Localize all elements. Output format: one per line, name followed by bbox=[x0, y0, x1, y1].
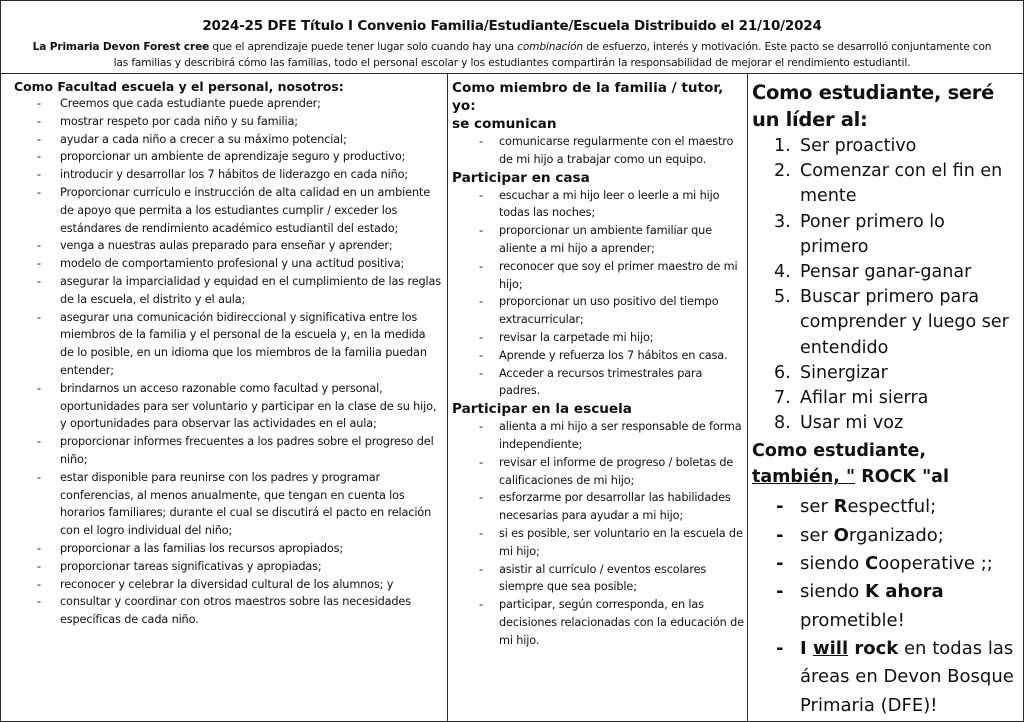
intro-paragraph bbox=[30, 39, 994, 71]
rock-list-item bbox=[752, 550, 1018, 578]
staff-list-item bbox=[14, 540, 442, 558]
family-list-item bbox=[452, 329, 744, 347]
list-item-text: Aprende y refuerza los 7 hábitos en casa. bbox=[499, 348, 728, 362]
staff-heading: Como Facultad escuela y el personal, nosotros: bbox=[14, 79, 344, 94]
staff-list-item bbox=[14, 148, 442, 166]
rock-letter: R bbox=[833, 496, 848, 518]
table-top-border bbox=[0, 73, 1024, 74]
dash-bullet: - bbox=[37, 470, 41, 484]
rock-post: prometible! bbox=[800, 609, 905, 631]
rock-post: espectful; bbox=[847, 496, 937, 518]
dash-bullet: - bbox=[37, 239, 41, 253]
rock-letter: C bbox=[865, 553, 879, 575]
family-list-item bbox=[452, 222, 744, 258]
student-column bbox=[752, 79, 1018, 720]
staff-list-item bbox=[14, 273, 442, 309]
habit-text: Comenzar con el fin en mente bbox=[800, 161, 1003, 207]
rock-heading bbox=[752, 438, 1018, 490]
staff-list-item bbox=[14, 237, 442, 255]
dash-bullet: - bbox=[37, 132, 41, 146]
family-list-item bbox=[452, 489, 744, 525]
family-list-item bbox=[452, 347, 744, 365]
habit-text: Afilar mi sierra bbox=[800, 388, 929, 409]
habit-number: 7. bbox=[774, 388, 791, 409]
dash-bullet: - bbox=[37, 381, 41, 395]
rock-letter: K ahora bbox=[865, 581, 944, 603]
rock-list-item bbox=[752, 522, 1018, 550]
rock-pre: siendo bbox=[800, 581, 866, 603]
list-item-text: consultar y coordinar con otros maestros sobre las necesidades específicas de cada niño. bbox=[60, 595, 411, 627]
list-item-text: Proporcionar currículo e instrucción de alta calidad en un ambiente de apoyo que permita a los estudiantes cumplir / exceder los estándares de rendimiento académico estudiantil del estado; bbox=[60, 185, 431, 235]
habit-number: 3. bbox=[774, 211, 791, 232]
list-item-text: proporcionar un ambiente de aprendizaje seguro y productivo; bbox=[60, 150, 406, 164]
intro-part2: de esfuerzo, interés y motivación. Este pacto se desarrolló conjuntamente con las familias y describirá cómo las familias, todo el personal escolar y los estudiantes compartirán la responsabilidad de mejorar el rendimiento estudiantil. bbox=[113, 41, 992, 69]
dash-bullet: - bbox=[776, 524, 784, 546]
habit-text: Ser proactivo bbox=[800, 136, 917, 156]
dash-bullet: - bbox=[479, 135, 483, 148]
intro-school: La Primaria Devon Forest cree bbox=[32, 41, 210, 53]
staff-list-item bbox=[14, 184, 442, 237]
rock-list-item bbox=[752, 493, 1018, 521]
list-item-text: ayudar a cada niño a crecer a su máximo potencial; bbox=[60, 132, 347, 146]
habit-list-item bbox=[752, 411, 1018, 436]
family-list-item bbox=[452, 293, 744, 329]
dash-bullet: - bbox=[479, 348, 483, 362]
list-item-text: esforzarme por desarrollar las habilidades necesarias para ayudar a mi hijo; bbox=[499, 491, 731, 523]
rock-pre: ser bbox=[800, 496, 834, 518]
rock-final-item bbox=[752, 635, 1018, 720]
habit-number: 2. bbox=[774, 161, 791, 182]
list-item-text: si es posible, ser voluntario en la escuela de mi hijo; bbox=[499, 526, 743, 558]
rock-post: rganizado; bbox=[848, 524, 944, 546]
dash-bullet: - bbox=[37, 577, 41, 591]
rock-final-text: en todas las áreas en Devon Bosque Primaria (DFE)! bbox=[800, 637, 1014, 716]
student-heading: Como estudiante, seré un líder al: bbox=[752, 81, 995, 131]
column-divider-1 bbox=[447, 73, 448, 722]
staff-list-item bbox=[14, 469, 442, 540]
staff-list-item bbox=[14, 95, 442, 113]
family-section-heading: se comunican bbox=[452, 116, 557, 132]
dash-bullet: - bbox=[479, 526, 483, 540]
list-item-text: proporcionar tareas significativas y apropiadas; bbox=[60, 559, 322, 573]
habit-number: 4. bbox=[774, 262, 791, 283]
dash-bullet: - bbox=[479, 420, 483, 434]
family-heading: Como miembro de la familia / tutor, yo: bbox=[452, 80, 724, 114]
habit-list-item bbox=[752, 134, 1018, 159]
habit-list-item bbox=[752, 386, 1018, 411]
habit-text: Poner primero lo primero bbox=[800, 211, 945, 257]
rock-pre: ser bbox=[800, 524, 834, 546]
dash-bullet: - bbox=[479, 491, 483, 505]
list-item-text: alienta a mi hijo a ser responsable de forma independiente; bbox=[499, 420, 742, 451]
dash-bullet: - bbox=[37, 185, 41, 199]
family-list-item bbox=[452, 187, 744, 223]
family-sections bbox=[452, 115, 744, 650]
list-item-text: introducir y desarrollar los 7 hábitos de liderazgo en cada niño; bbox=[60, 168, 409, 182]
dash-bullet: - bbox=[37, 97, 41, 110]
family-section-heading: Participar en la escuela bbox=[452, 401, 632, 418]
dash-bullet: - bbox=[479, 366, 483, 380]
staff-list-item bbox=[14, 558, 442, 576]
rock-final-underlined: will bbox=[812, 637, 849, 659]
staff-list-item bbox=[14, 309, 442, 380]
list-item-text: modelo de comportamiento profesional y una actitud positiva; bbox=[60, 257, 405, 271]
staff-column bbox=[14, 79, 442, 629]
habit-number: 1. bbox=[774, 136, 791, 156]
list-item-text: Acceder a recursos trimestrales para padres. bbox=[499, 366, 703, 398]
list-item-text: revisar la carpetade mi hijo; bbox=[499, 330, 654, 344]
dash-bullet: - bbox=[479, 562, 483, 576]
family-list-item bbox=[452, 258, 744, 294]
dash-bullet: - bbox=[37, 559, 41, 573]
list-item-text: asegurar la imparcialidad y equidad en el cumplimiento de las reglas de la escuela, el distrito y el aula; bbox=[60, 274, 442, 306]
dash-bullet: - bbox=[37, 541, 41, 555]
list-item-text: proporcionar un ambiente familiar que aliente a mi hijo a aprender; bbox=[499, 224, 712, 255]
staff-list-item bbox=[14, 131, 442, 149]
staff-list-item bbox=[14, 433, 442, 469]
dash-bullet: - bbox=[776, 637, 784, 659]
intro-part1: que el aprendizaje puede tener lugar solo cuando hay una bbox=[209, 41, 518, 53]
dash-bullet: - bbox=[37, 257, 41, 271]
rock-list bbox=[752, 493, 1018, 719]
habit-number: 8. bbox=[774, 413, 791, 434]
dash-bullet: - bbox=[479, 598, 483, 612]
staff-list-item bbox=[14, 380, 442, 433]
habit-list-item bbox=[752, 260, 1018, 285]
family-list-item bbox=[452, 454, 744, 490]
rock-final-bold1: I bbox=[800, 637, 813, 659]
list-item-text: reconocer y celebrar la diversidad cultural de los alumnos; y bbox=[60, 577, 394, 591]
dash-bullet: - bbox=[776, 581, 784, 603]
document-title: 2024-25 DFE Título I Convenio Familia/Estudiante/Escuela Distribuido el 21/10/2024 bbox=[202, 18, 822, 34]
list-item-text: estar disponible para reunirse con los padres y programar conferencias, al menos anualmente, que tengan en cuenta los horarios familiares; durante el cual se discutirá el pacto en relación con el logro individual del niño; bbox=[60, 470, 432, 538]
dash-bullet: - bbox=[37, 114, 41, 128]
dash-bullet: - bbox=[479, 330, 483, 344]
list-item-text: reconocer que soy el primer maestro de mi hijo; bbox=[499, 259, 738, 291]
dash-bullet: - bbox=[776, 553, 784, 575]
list-item-text: asegurar una comunicación bidireccional y significativa entre los miembros de la familia y el personal de la escuela y, en la medida de lo posible, en un idioma que los miembros de la familia puedan entender; bbox=[60, 310, 427, 377]
family-section-heading: Participar en casa bbox=[452, 169, 590, 186]
rock-heading-post: ROCK "al bbox=[855, 467, 949, 488]
habit-number: 6. bbox=[774, 362, 791, 383]
habit-text: Sinergizar bbox=[800, 362, 888, 383]
habit-list bbox=[752, 134, 1018, 436]
intro-emph: combinación bbox=[517, 41, 583, 53]
rock-heading-underlined: también, " bbox=[752, 467, 856, 488]
rock-post: ooperative ;; bbox=[878, 553, 993, 575]
family-section-list bbox=[452, 187, 744, 401]
dash-bullet: - bbox=[37, 168, 41, 182]
dash-bullet: - bbox=[37, 595, 41, 609]
list-item-text: participar, según corresponda, en las decisiones relacionadas con la educación de mi hijo. bbox=[499, 598, 744, 647]
habit-list-item bbox=[752, 285, 1018, 361]
list-item-text: proporcionar a las familias los recursos apropiados; bbox=[60, 541, 344, 555]
staff-list-item bbox=[14, 166, 442, 184]
dash-bullet: - bbox=[776, 496, 784, 518]
list-item-text: escuchar a mi hijo leer o leerle a mi hijo todas las noches; bbox=[499, 188, 720, 220]
family-list-item bbox=[452, 418, 744, 454]
list-item-text: mostrar respeto por cada niño y su familia; bbox=[60, 114, 298, 128]
dash-bullet: - bbox=[479, 455, 483, 469]
dash-bullet: - bbox=[479, 295, 483, 309]
list-item-text: asistir al currículo / eventos escolares siempre que sea posible; bbox=[499, 562, 707, 594]
column-divider-2 bbox=[747, 73, 748, 722]
staff-list-item bbox=[14, 593, 442, 629]
list-item-text: venga a nuestras aulas preparado para enseñar y aprender; bbox=[60, 239, 393, 253]
dash-bullet: - bbox=[37, 435, 41, 449]
dash-bullet: - bbox=[37, 150, 41, 164]
family-list-item bbox=[452, 596, 744, 649]
dash-bullet: - bbox=[479, 224, 483, 238]
habit-list-item bbox=[752, 159, 1018, 209]
staff-list-item bbox=[14, 255, 442, 273]
habit-text: Pensar ganar-ganar bbox=[800, 262, 972, 283]
family-list-item bbox=[452, 561, 744, 597]
family-column bbox=[452, 79, 744, 650]
dash-bullet: - bbox=[37, 310, 41, 324]
habit-list-item bbox=[752, 210, 1018, 260]
dash-bullet: - bbox=[479, 188, 483, 202]
dash-bullet: - bbox=[37, 274, 41, 288]
family-section-list bbox=[452, 133, 744, 169]
list-item-text: comunicarse regularmente con el maestro de mi hijo a trabajar como un equipo. bbox=[499, 135, 734, 166]
dash-bullet: - bbox=[479, 259, 483, 273]
staff-list bbox=[14, 95, 442, 629]
family-list-item bbox=[452, 365, 744, 401]
list-item-text: proporcionar un uso positivo del tiempo extracurricular; bbox=[499, 295, 719, 327]
rock-letter: O bbox=[833, 524, 849, 546]
habit-text: Buscar primero para comprender y luego ser entendido bbox=[800, 287, 1009, 358]
habit-list-item bbox=[752, 361, 1018, 386]
list-item-text: brindarnos un acceso razonable como facultad y personal, oportunidades para ser voluntario y participar en la clase de su hijo, y oportunidades para observar las actividades en el aula; bbox=[60, 381, 437, 431]
rock-final-bold2: rock bbox=[848, 637, 899, 659]
family-list-item bbox=[452, 525, 744, 561]
list-item-text: revisar el informe de progreso / boletas de calificaciones de mi hijo; bbox=[499, 455, 734, 487]
rock-list-item bbox=[752, 578, 1018, 635]
staff-list-item bbox=[14, 113, 442, 131]
list-item-text: Creemos que cada estudiante puede aprender; bbox=[60, 97, 321, 110]
family-list-item bbox=[452, 133, 744, 169]
habit-number: 5. bbox=[774, 287, 791, 308]
rock-heading-pre: Como estudiante, bbox=[752, 441, 927, 462]
staff-list-item bbox=[14, 576, 442, 594]
family-section-list bbox=[452, 418, 744, 649]
habit-text: Usar mi voz bbox=[800, 413, 904, 434]
list-item-text: proporcionar informes frecuentes a los padres sobre el progreso del niño; bbox=[60, 435, 434, 466]
rock-pre: siendo bbox=[800, 553, 866, 575]
